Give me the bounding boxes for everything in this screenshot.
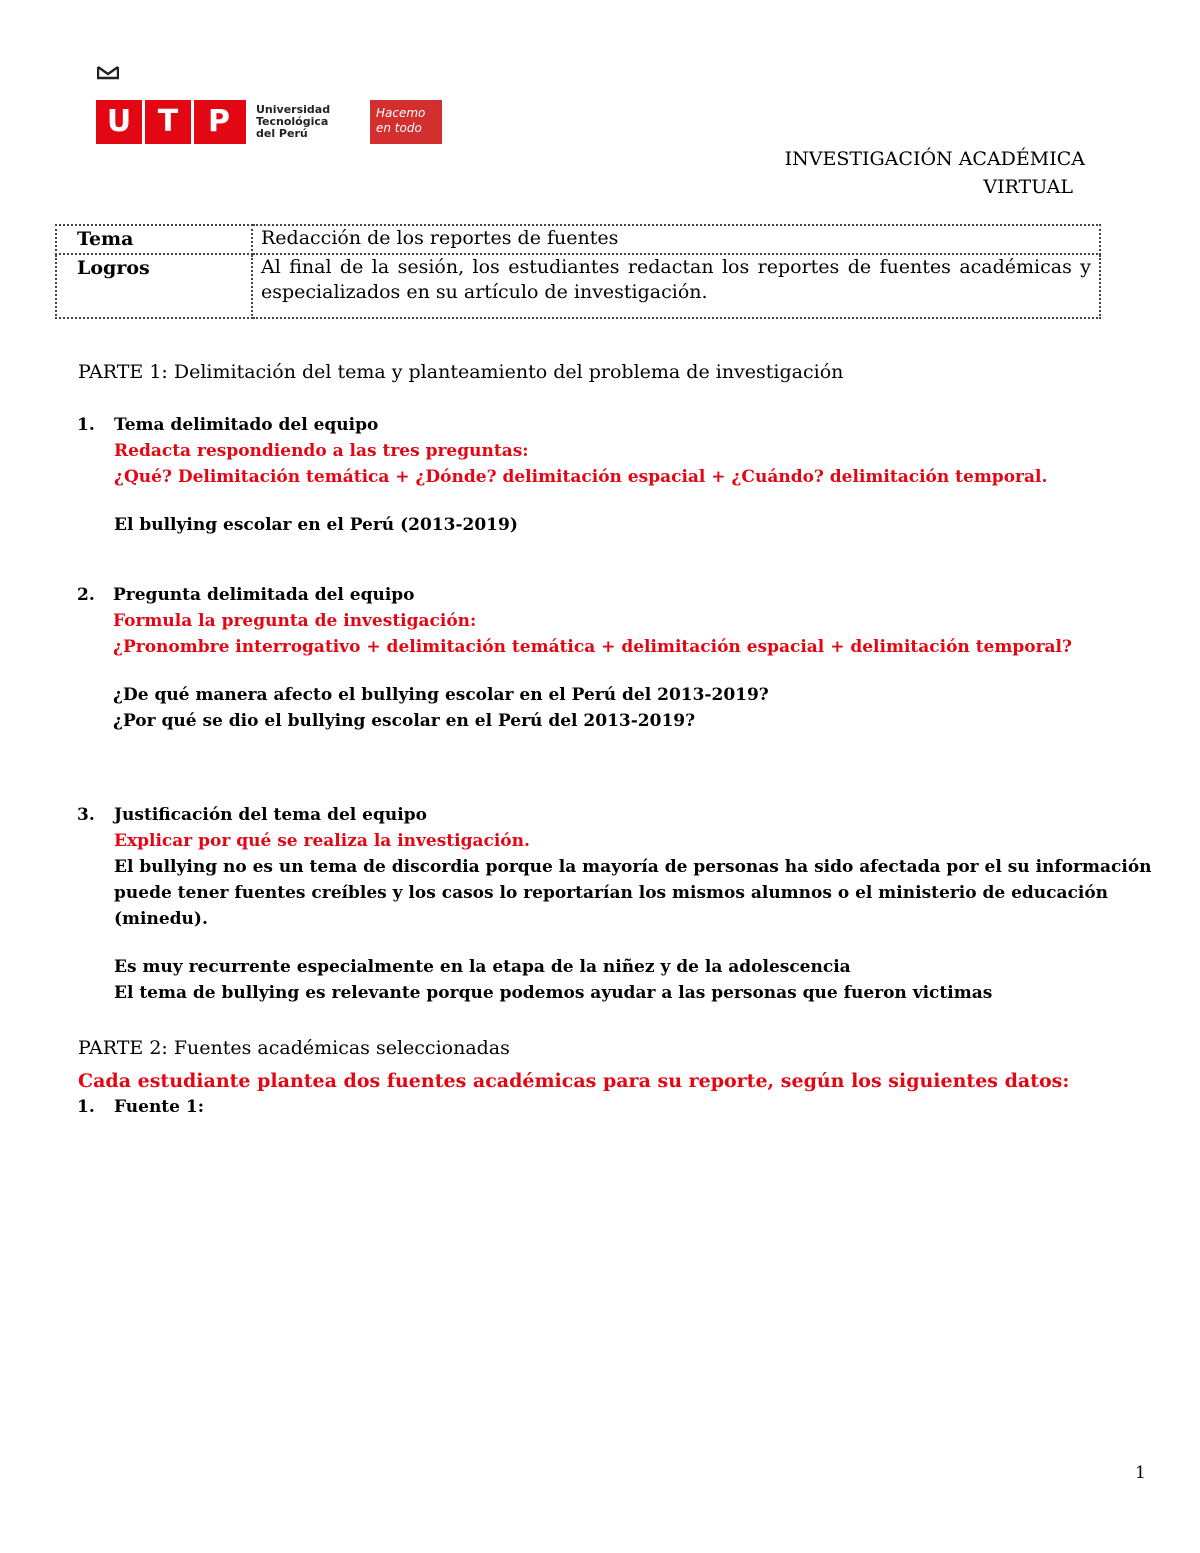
list-item-1 [77,412,1157,538]
item-answer: El bullying escolar en el Perú (2013-2019) [114,515,518,535]
envelope-icon [97,64,119,80]
item-number: 2. [77,585,95,605]
slogan-line-2: en todo [376,121,422,135]
part1-heading: PARTE 1: Delimitación del tema y planteamiento del problema de investigación [78,361,844,383]
list-item-fuente-1 [77,1094,677,1120]
item-instruction: Redacta respondiendo a las tres preguntas: [114,441,529,461]
item-answer: El tema de bullying es relevante porque podemos ayudar a las personas que fueron victimas [114,983,993,1003]
item-answer: ¿Por qué se dio el bullying escolar en el Perú del 2013-2019? [113,711,696,731]
document-title: INVESTIGACIÓN ACADÉMICA VIRTUAL [784,148,1085,198]
item-title: Pregunta delimitada del equipo [113,585,415,605]
item-number: 3. [77,805,95,825]
item-answer: Es muy recurrente especialmente en la etapa de la niñez y de la adolescencia [114,957,851,977]
list-item-3 [77,802,1167,1006]
university-name: Universidad Tecnológica del Perú [256,103,331,140]
item-answer: El bullying no es un tema de discordia porque la mayoría de personas ha sido afectada por el su información [114,857,1152,877]
item-instruction: Explicar por qué se realiza la investigación. [114,831,530,851]
slogan-line-1: Hacemo [376,106,426,120]
table-row [56,225,1100,254]
item-title: Tema delimitado del equipo [114,415,379,435]
row-label-tema: Tema [56,225,252,254]
logo-letter-p: P [208,104,230,139]
utp-logo [96,100,246,144]
page-number: 1 [1135,1463,1146,1483]
item-instruction: ¿Qué? Delimitación temática + ¿Dónde? delimitación espacial + ¿Cuándo? delimitación temporal. [114,467,1048,487]
row-label-logros: Logros [56,254,252,318]
row-value-tema: Redacción de los reportes de fuentes [252,225,1100,254]
row-value-logros: Al final de la sesión, los estudiantes redactan los reportes de fuentes académicas y especializados en su artículo de investigación. [252,254,1100,318]
logo-letter-u: U [106,104,132,139]
item-number: 1. [77,415,95,435]
item-title: Fuente 1: [114,1097,204,1117]
part2-instruction: Cada estudiante plantea dos fuentes académicas para su reporte, según los siguientes datos: [78,1070,1070,1092]
list-item-2 [77,582,1157,734]
item-instruction: ¿Pronombre interrogativo + delimitación temática + delimitación espacial + delimitación temporal? [113,637,1072,657]
item-instruction: Formula la pregunta de investigación: [113,611,477,631]
info-table [55,224,1101,319]
item-answer: ¿De qué manera afecto el bullying escolar en el Perú del 2013-2019? [113,685,769,705]
item-number: 1. [77,1097,95,1117]
item-title: Justificación del tema del equipo [114,805,427,825]
table-row [56,254,1100,318]
part2-heading: PARTE 2: Fuentes académicas seleccionadas [78,1037,510,1059]
slogan-banner [370,100,442,144]
item-answer: puede tener fuentes creíbles y los casos lo reportarían los mismos alumnos o el ministerio de educación (minedu). [114,883,1109,929]
logo-letter-t: T [157,104,179,139]
